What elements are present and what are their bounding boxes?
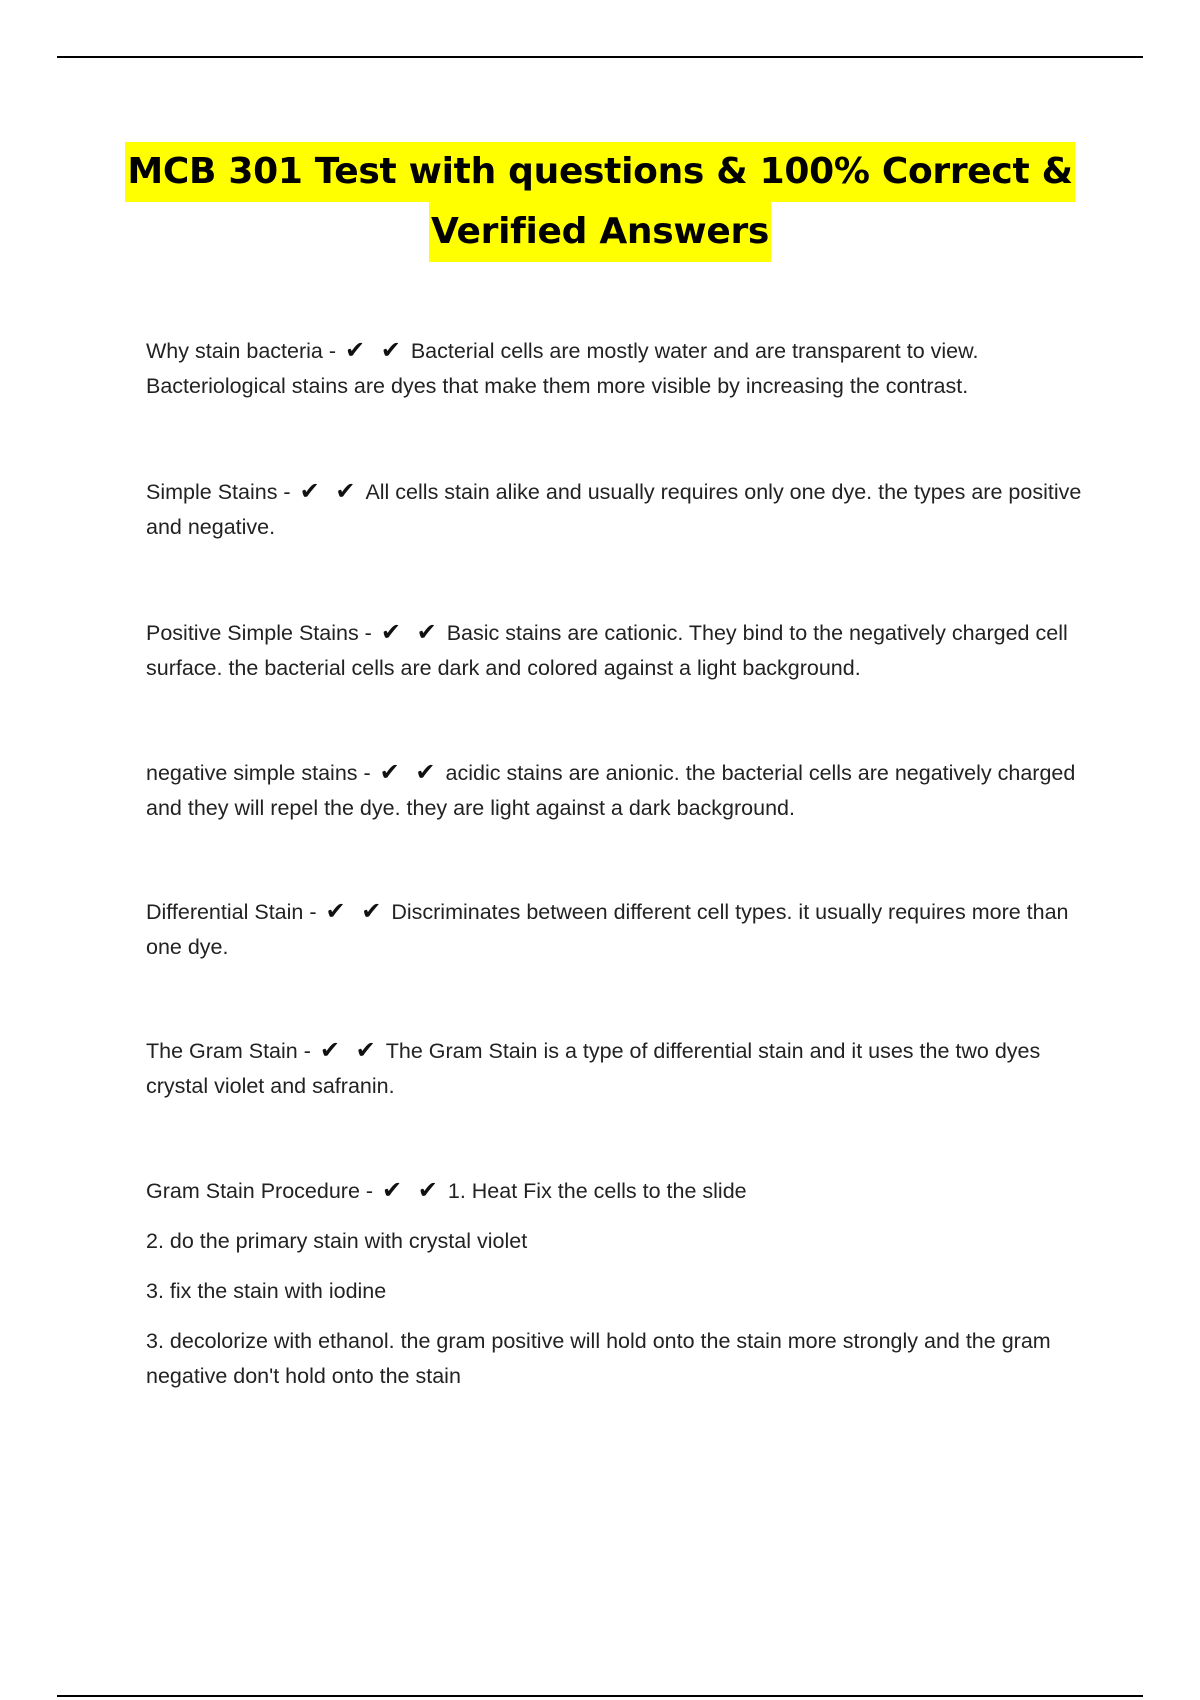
qa-entry-why-stain-bacteria xyxy=(146,334,1096,404)
double-check-icon: ✔ ✔ xyxy=(344,336,405,364)
entry-answer: Discriminates between different cell types. it usually requires more than one dye. xyxy=(146,900,1069,959)
double-check-icon: ✔ ✔ xyxy=(380,618,441,646)
procedure-step: 3. fix the stain with iodine xyxy=(146,1279,387,1303)
entry-answer: acidic stains are anionic. the bacterial cells are negatively charged and they will repel the dye. they are light against a dark background. xyxy=(146,761,1076,820)
title-line-1: MCB 301 Test with questions & 100% Correct & xyxy=(125,142,1074,202)
entry-answer: The Gram Stain is a type of differential stain and it uses the two dyes crystal violet and safranin. xyxy=(146,1039,1041,1098)
entry-term: negative simple stains - xyxy=(146,761,371,785)
entry-term: Positive Simple Stains - xyxy=(146,621,372,645)
bottom-rule xyxy=(57,1695,1143,1697)
qa-entry-simple-stains xyxy=(146,475,1096,545)
entry-term: Simple Stains - xyxy=(146,480,291,504)
title-line-2: Verified Answers xyxy=(429,202,771,262)
qa-entry-negative-simple-stains xyxy=(146,756,1096,826)
qa-entry-gram-stain-procedure xyxy=(146,1174,1096,1394)
entry-answer: 1. Heat Fix the cells to the slide xyxy=(447,1179,747,1203)
entry-answer: All cells stain alike and usually requires only one dye. the types are positive and negative. xyxy=(146,480,1082,539)
entry-term: Gram Stain Procedure - xyxy=(146,1179,374,1203)
entry-term: Why stain bacteria - xyxy=(146,339,336,363)
qa-entry-gram-stain xyxy=(146,1034,1096,1104)
procedure-step: 3. decolorize with ethanol. the gram positive will hold onto the stain more strongly and the gram negative don't hold onto the stain xyxy=(146,1329,1051,1388)
entry-term: Differential Stain - xyxy=(146,900,317,924)
document-title xyxy=(100,142,1100,262)
qa-entry-differential-stain xyxy=(146,895,1096,965)
entry-term: The Gram Stain - xyxy=(146,1039,311,1063)
entry-answer: Basic stains are cationic. They bind to the negatively charged cell surface. the bacterial cells are dark and colored against a light background. xyxy=(146,621,1068,680)
qa-entry-positive-simple-stains xyxy=(146,616,1096,686)
double-check-icon: ✔ ✔ xyxy=(379,758,440,786)
double-check-icon: ✔ ✔ xyxy=(325,897,386,925)
top-rule xyxy=(57,56,1143,58)
double-check-icon: ✔ ✔ xyxy=(319,1036,380,1064)
entry-answer: Bacterial cells are mostly water and are transparent to view. Bacteriological stains are dyes that make them more visible by increasing the contrast. xyxy=(146,339,979,398)
double-check-icon: ✔ ✔ xyxy=(299,477,360,505)
procedure-step: 2. do the primary stain with crystal violet xyxy=(146,1229,528,1253)
double-check-icon: ✔ ✔ xyxy=(382,1176,442,1204)
